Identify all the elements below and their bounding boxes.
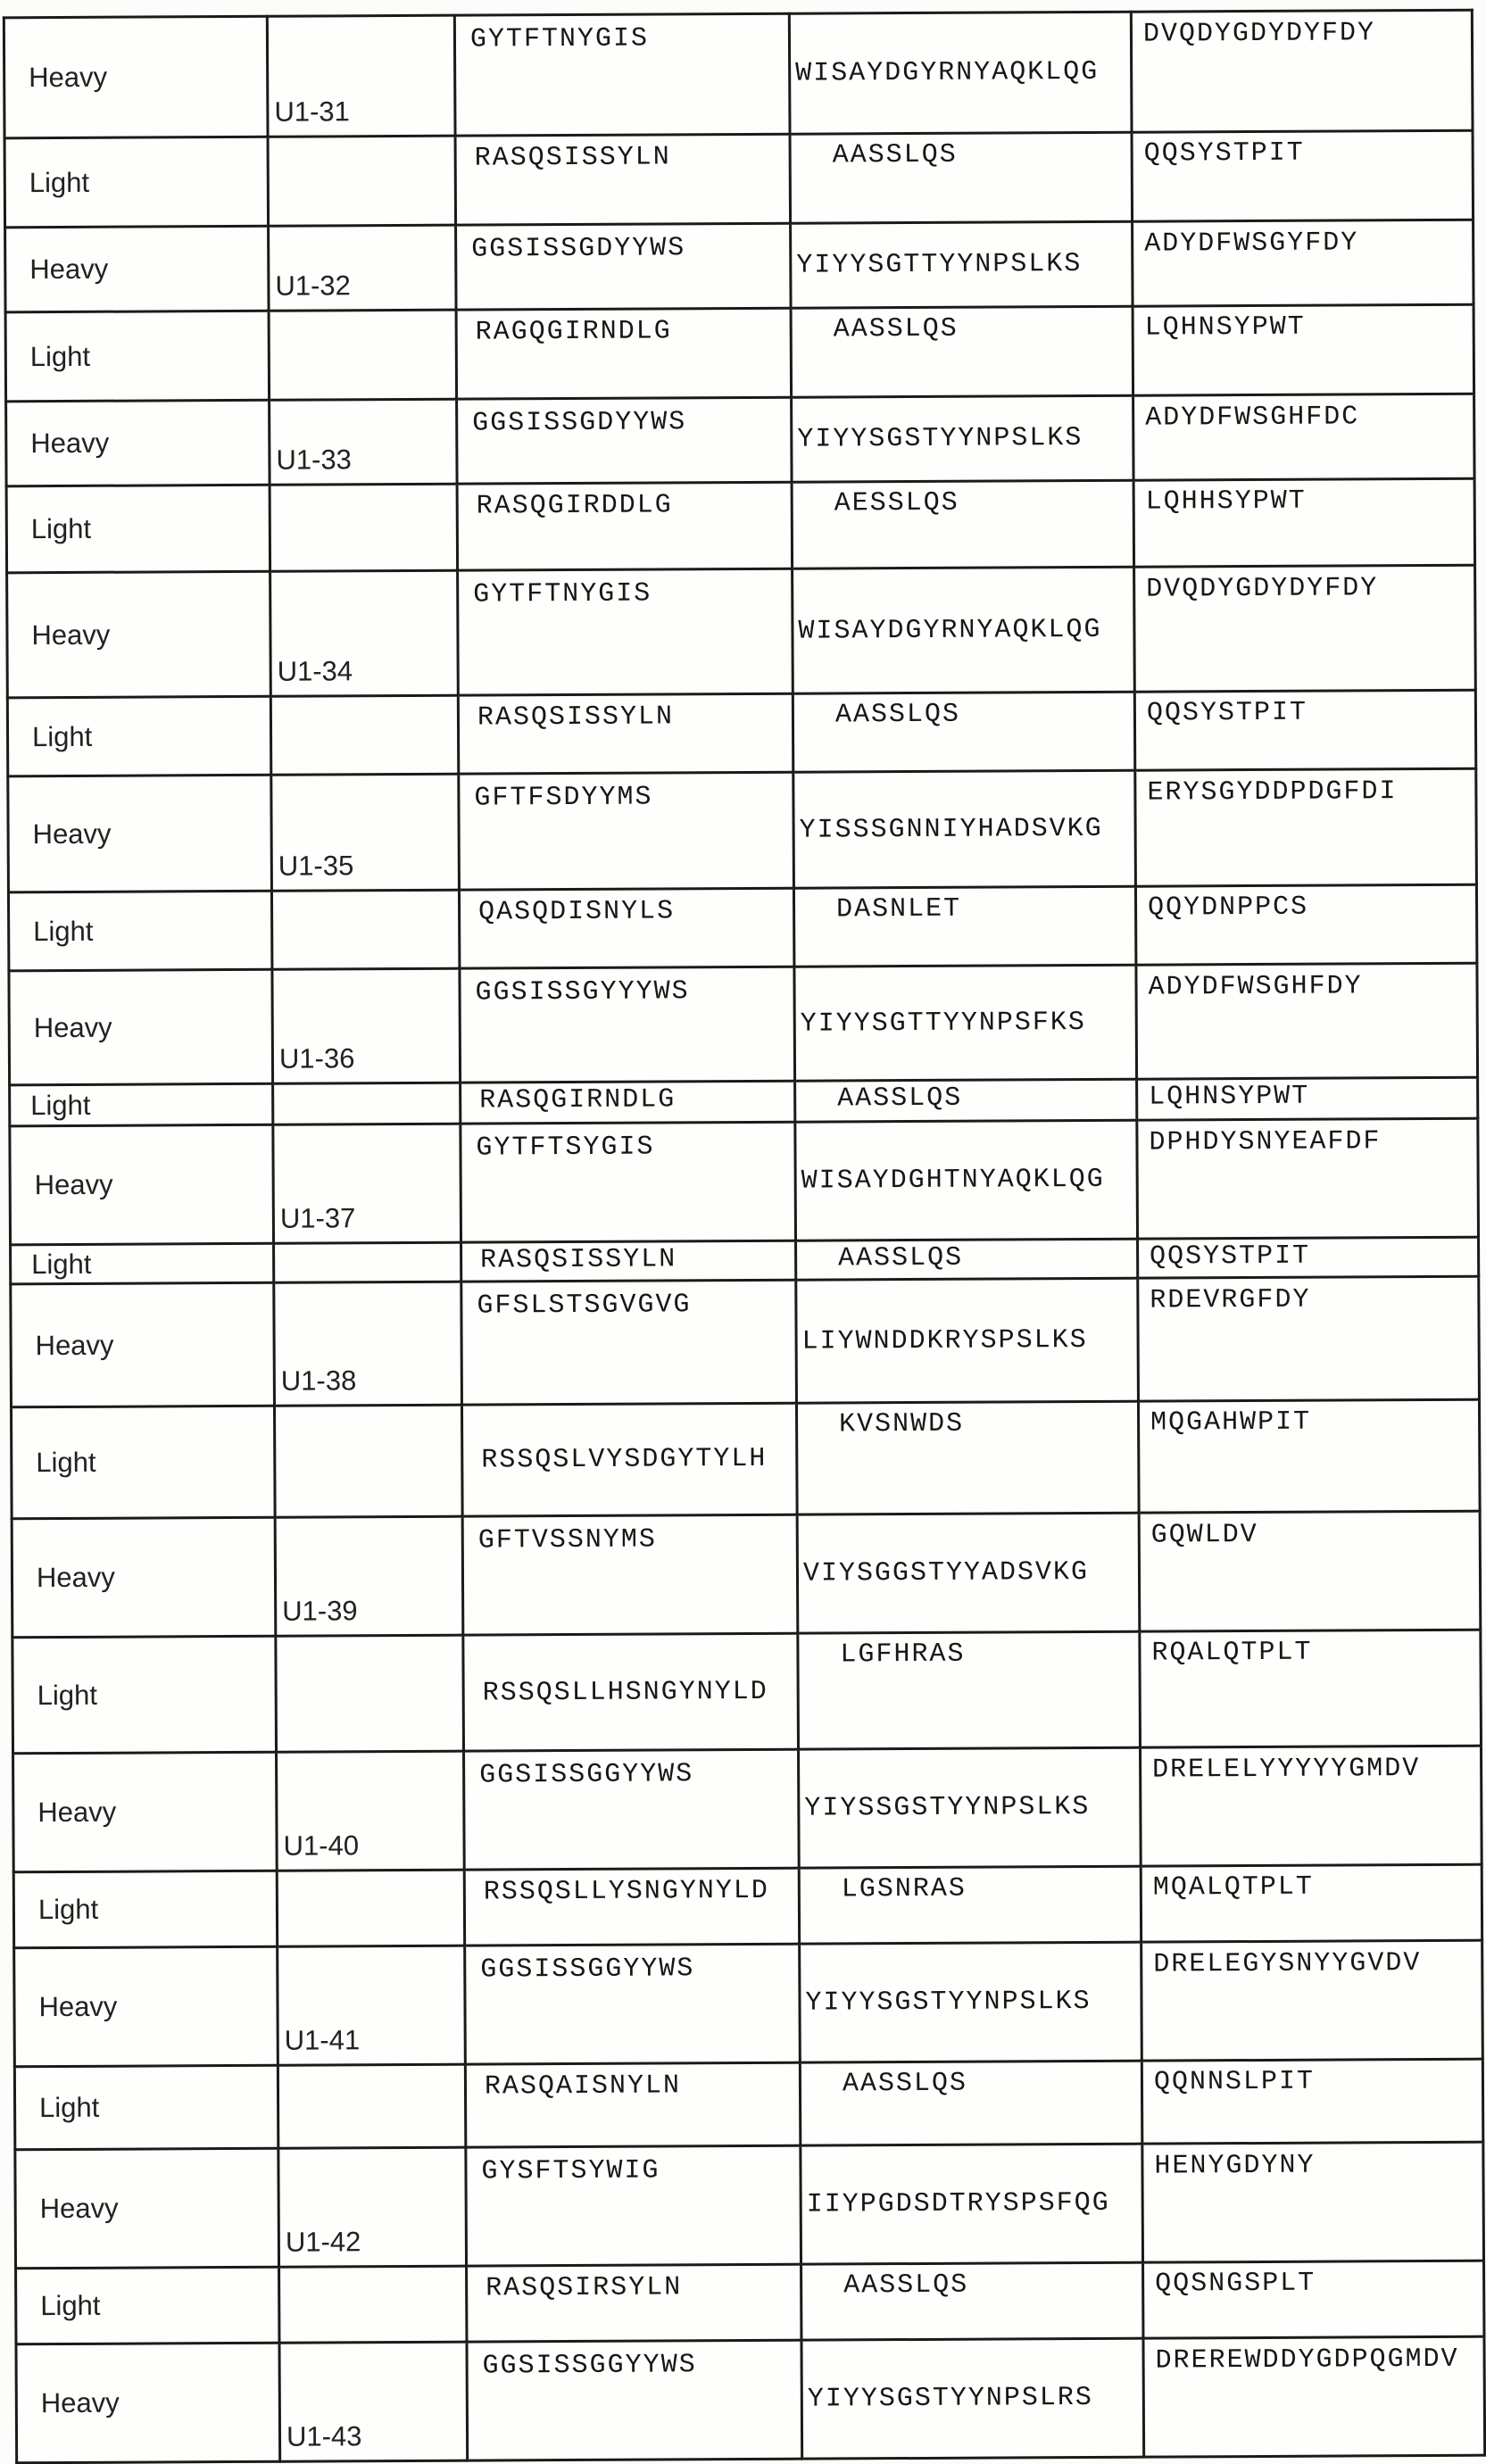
cdr3-sequence: RQALQTPLT — [1140, 1630, 1482, 1747]
cdr1-sequence: QASQDISNYLS — [459, 888, 793, 968]
cdr3-sequence: QQYDNPPCS — [1135, 884, 1476, 965]
chain-label: Light — [13, 1871, 277, 1948]
cdr3-sequence: DVQDYGDYDYFDY — [1134, 565, 1476, 692]
table-row — [15, 2142, 1484, 2269]
clone-id: U1-36 — [272, 968, 461, 1083]
clone-id: U1-41 — [278, 1945, 466, 2065]
cdr2-sequence: AASSLQS — [800, 2061, 1141, 2145]
chain-label: Heavy — [6, 400, 270, 486]
cdr1-sequence: RASQAISNYLN — [465, 2062, 800, 2147]
cdr2-sequence: YISSSGNNIYHADSVKG — [793, 770, 1136, 888]
cdr3-sequence: DPHDYSNYEAFDF — [1137, 1118, 1479, 1239]
cdr1-sequence: GGSISSGDYYWS — [457, 397, 792, 484]
cdr2-sequence: LGSNRAS — [799, 1866, 1141, 1944]
cdr1-sequence: GGSISSGGYYWS — [465, 1944, 801, 2064]
chain-label: Heavy — [4, 16, 268, 138]
cdr2-sequence: LIYWNDDKRYSPSLKS — [796, 1278, 1139, 1403]
cdr1-sequence: GYSFTSYWIG — [466, 2145, 801, 2266]
cdr2-sequence: AASSLQS — [795, 1079, 1137, 1122]
clone-id — [270, 484, 458, 571]
cdr1-sequence: GFTVSSNYMS — [462, 1514, 798, 1635]
cdr1-sequence: RAGQGIRNDLG — [456, 308, 792, 399]
cdr2-sequence: LGFHRAS — [798, 1631, 1141, 1749]
cdr3-sequence: DVQDYGDYDYFDY — [1131, 10, 1473, 132]
chain-label: Heavy — [5, 226, 269, 312]
clone-id: U1-32 — [269, 225, 456, 311]
cdr1-sequence: GGSISSGDYYWS — [456, 223, 791, 310]
table-row — [12, 1630, 1482, 1754]
cdr3-sequence: DREREWDDYGDPQGMDV — [1143, 2336, 1485, 2457]
clone-id: U1-40 — [277, 1751, 465, 1871]
clone-id — [274, 1405, 462, 1517]
cdr3-sequence: MQGAHWPIT — [1138, 1399, 1480, 1513]
table-row — [6, 394, 1474, 486]
cdr2-sequence: YIYYSGTTYYNPSLKS — [791, 221, 1133, 308]
clone-id — [270, 695, 458, 775]
cdr1-sequence: GYTFTNYGIS — [458, 568, 793, 695]
cdr1-sequence: RSSQSLLHSNGYNYLD — [463, 1633, 799, 1751]
chain-label: Light — [7, 696, 270, 776]
cdr2-sequence: YIYYSGSTYYNPSLRS — [801, 2338, 1144, 2459]
cdr1-sequence: GFTFSDYYMS — [459, 772, 794, 890]
chain-label: Light — [16, 2267, 279, 2344]
cdr3-sequence: DRELEGYSNYYGVDV — [1141, 1940, 1483, 2061]
cdr1-sequence: RSSQSLLYSNGYNYLD — [464, 1868, 799, 1945]
scanned-page — [9, 12, 1477, 2460]
cdr3-sequence: GQWLDV — [1139, 1511, 1481, 1631]
chain-label: Light — [4, 137, 269, 228]
clone-id — [274, 1242, 461, 1282]
chain-label: Heavy — [9, 969, 273, 1085]
chain-label: Heavy — [7, 571, 271, 698]
chain-label: Light — [5, 311, 270, 402]
cdr2-sequence: WISAYDGYRNYAQKLQG — [793, 567, 1135, 693]
cdr2-sequence: YIYYSGSTYYNPSLKS — [792, 395, 1133, 482]
chain-label: Heavy — [10, 1124, 274, 1245]
cdr3-sequence: QQNNSLPIT — [1141, 2059, 1482, 2144]
cdr3-sequence: ERYSGYDDPDGFDI — [1135, 768, 1477, 886]
cdr3-sequence: ADYDFWSGHFDY — [1136, 963, 1478, 1079]
clone-id — [276, 1635, 464, 1752]
clone-id — [279, 2266, 467, 2343]
table-row — [4, 130, 1474, 228]
clone-id — [269, 310, 457, 400]
chain-label: Heavy — [8, 775, 272, 892]
clone-id: U1-37 — [273, 1124, 461, 1243]
cdr2-sequence: AESSLQS — [792, 480, 1134, 568]
cdr2-sequence: WISAYDGHTNYAQKLQG — [795, 1120, 1138, 1240]
chain-label: Light — [12, 1636, 277, 1754]
cdr2-sequence: AASSLQS — [791, 306, 1133, 397]
clone-id: U1-35 — [271, 774, 460, 891]
cdr1-sequence: GGSISSGGYYWS — [464, 1749, 800, 1870]
cdr2-sequence: YIYYSGSTYYNPSLKS — [800, 1942, 1142, 2062]
chain-label: Heavy — [13, 1752, 278, 1872]
cdr3-sequence: ADYDFWSGYFDY — [1133, 220, 1474, 306]
table-row — [7, 690, 1475, 776]
cdr3-sequence: LQHHSYPWT — [1133, 478, 1475, 567]
table-row — [14, 2059, 1482, 2150]
table-row — [13, 1864, 1482, 1948]
table-row — [8, 768, 1477, 892]
cdr3-sequence: LQHNSYPWT — [1137, 1077, 1478, 1120]
table-row — [14, 1940, 1483, 2067]
table-row — [12, 1511, 1481, 1638]
cdr3-sequence: RDEVRGFDY — [1138, 1276, 1480, 1401]
cdr2-sequence: AASSLQS — [801, 2262, 1143, 2340]
cdr2-sequence: AASSLQS — [790, 132, 1133, 223]
clone-id: U1-33 — [270, 399, 457, 485]
clone-id: U1-39 — [275, 1516, 463, 1636]
cdr3-sequence: LQHNSYPWT — [1133, 304, 1474, 395]
cdr3-sequence: QQSNGSPLT — [1143, 2261, 1484, 2338]
table-row — [7, 565, 1476, 698]
chain-label: Light — [8, 891, 271, 971]
clone-id — [273, 1083, 461, 1124]
clone-id: U1-34 — [270, 570, 459, 696]
table-row — [11, 1399, 1480, 1519]
chain-label: Light — [10, 1083, 273, 1126]
cdr2-sequence: WISAYDGYRNYAQKLQG — [789, 12, 1132, 134]
clone-id — [268, 136, 456, 226]
cdr2-sequence: AASSLQS — [793, 692, 1134, 772]
chain-label: Heavy — [12, 1517, 276, 1638]
chain-label: Light — [14, 2065, 278, 2150]
cdr1-sequence: GFSLSTSGVGVG — [461, 1280, 797, 1405]
cdr2-sequence: VIYSGGSTYYADSVKG — [797, 1513, 1140, 1633]
table-row — [6, 478, 1474, 573]
cdr1-sequence: GGSISSGYYYWS — [460, 967, 795, 1083]
chain-label: Heavy — [14, 1946, 278, 2067]
clone-id — [271, 890, 459, 969]
clone-id: U1-42 — [278, 2147, 467, 2267]
cdr1-sequence: GGSISSGGYYWS — [467, 2340, 802, 2460]
cdr2-sequence: YIYSSGSTYYNPSLKS — [799, 1747, 1141, 1868]
cdr3-sequence: MQALQTPLT — [1141, 1864, 1482, 1942]
cdr3-sequence: QQSYSTPIT — [1134, 690, 1475, 770]
chain-label: Light — [6, 485, 270, 573]
cdr-sequence-table — [3, 9, 1486, 2464]
cdr1-sequence: RASQGIRNDLG — [461, 1081, 795, 1124]
cdr1-sequence: GYTFTNYGIS — [454, 13, 790, 136]
cdr3-sequence: HENYGDYNY — [1142, 2142, 1484, 2262]
cdr1-sequence: RASQSIRSYLN — [467, 2264, 801, 2342]
cdr3-sequence: ADYDFWSGHFDC — [1133, 394, 1474, 480]
cdr2-sequence: IIYPGDSDTRYSPSFQG — [801, 2144, 1143, 2264]
table-row — [11, 1276, 1480, 1407]
clone-id — [277, 1870, 464, 1946]
cdr2-sequence: AASSLQS — [796, 1239, 1138, 1280]
clone-id: U1-31 — [267, 15, 455, 137]
cdr3-sequence: QQSYSTPIT — [1132, 130, 1474, 221]
cdr1-sequence: RASQSISSYLN — [458, 693, 793, 774]
cdr3-sequence: DRELELYYYYYGMDV — [1141, 1746, 1482, 1866]
cdr1-sequence: RASQGIRDDLG — [457, 482, 793, 570]
table-row — [4, 10, 1473, 138]
cdr2-sequence: YIYYSGTTYYNPSFKS — [794, 965, 1137, 1081]
table-row — [16, 2336, 1485, 2463]
table-row — [16, 2261, 1484, 2344]
chain-label: Light — [11, 1406, 275, 1519]
table-row — [9, 963, 1478, 1085]
chain-label: Heavy — [11, 1282, 275, 1407]
cdr1-sequence: RSSQSLVYSDGYTYLH — [461, 1403, 797, 1516]
table-row — [8, 884, 1476, 971]
clone-id: U1-43 — [279, 2342, 468, 2461]
table-row — [5, 304, 1474, 402]
chain-label: Light — [11, 1243, 274, 1284]
chain-label: Heavy — [16, 2343, 280, 2463]
cdr1-sequence: RASQSISSYLN — [455, 134, 791, 225]
table-row — [10, 1118, 1479, 1245]
table-row — [5, 220, 1474, 312]
clone-id: U1-38 — [274, 1282, 462, 1406]
cdr3-sequence: QQSYSTPIT — [1138, 1237, 1479, 1278]
cdr1-sequence: RASQSISSYLN — [461, 1240, 796, 1282]
chain-label: Heavy — [15, 2148, 279, 2269]
cdr2-sequence: KVSNWDS — [796, 1401, 1139, 1514]
table-row — [13, 1746, 1482, 1872]
cdr2-sequence: DASNLET — [793, 886, 1135, 967]
clone-id — [278, 2064, 465, 2148]
cdr1-sequence: GYTFTSYGIS — [461, 1122, 796, 1242]
